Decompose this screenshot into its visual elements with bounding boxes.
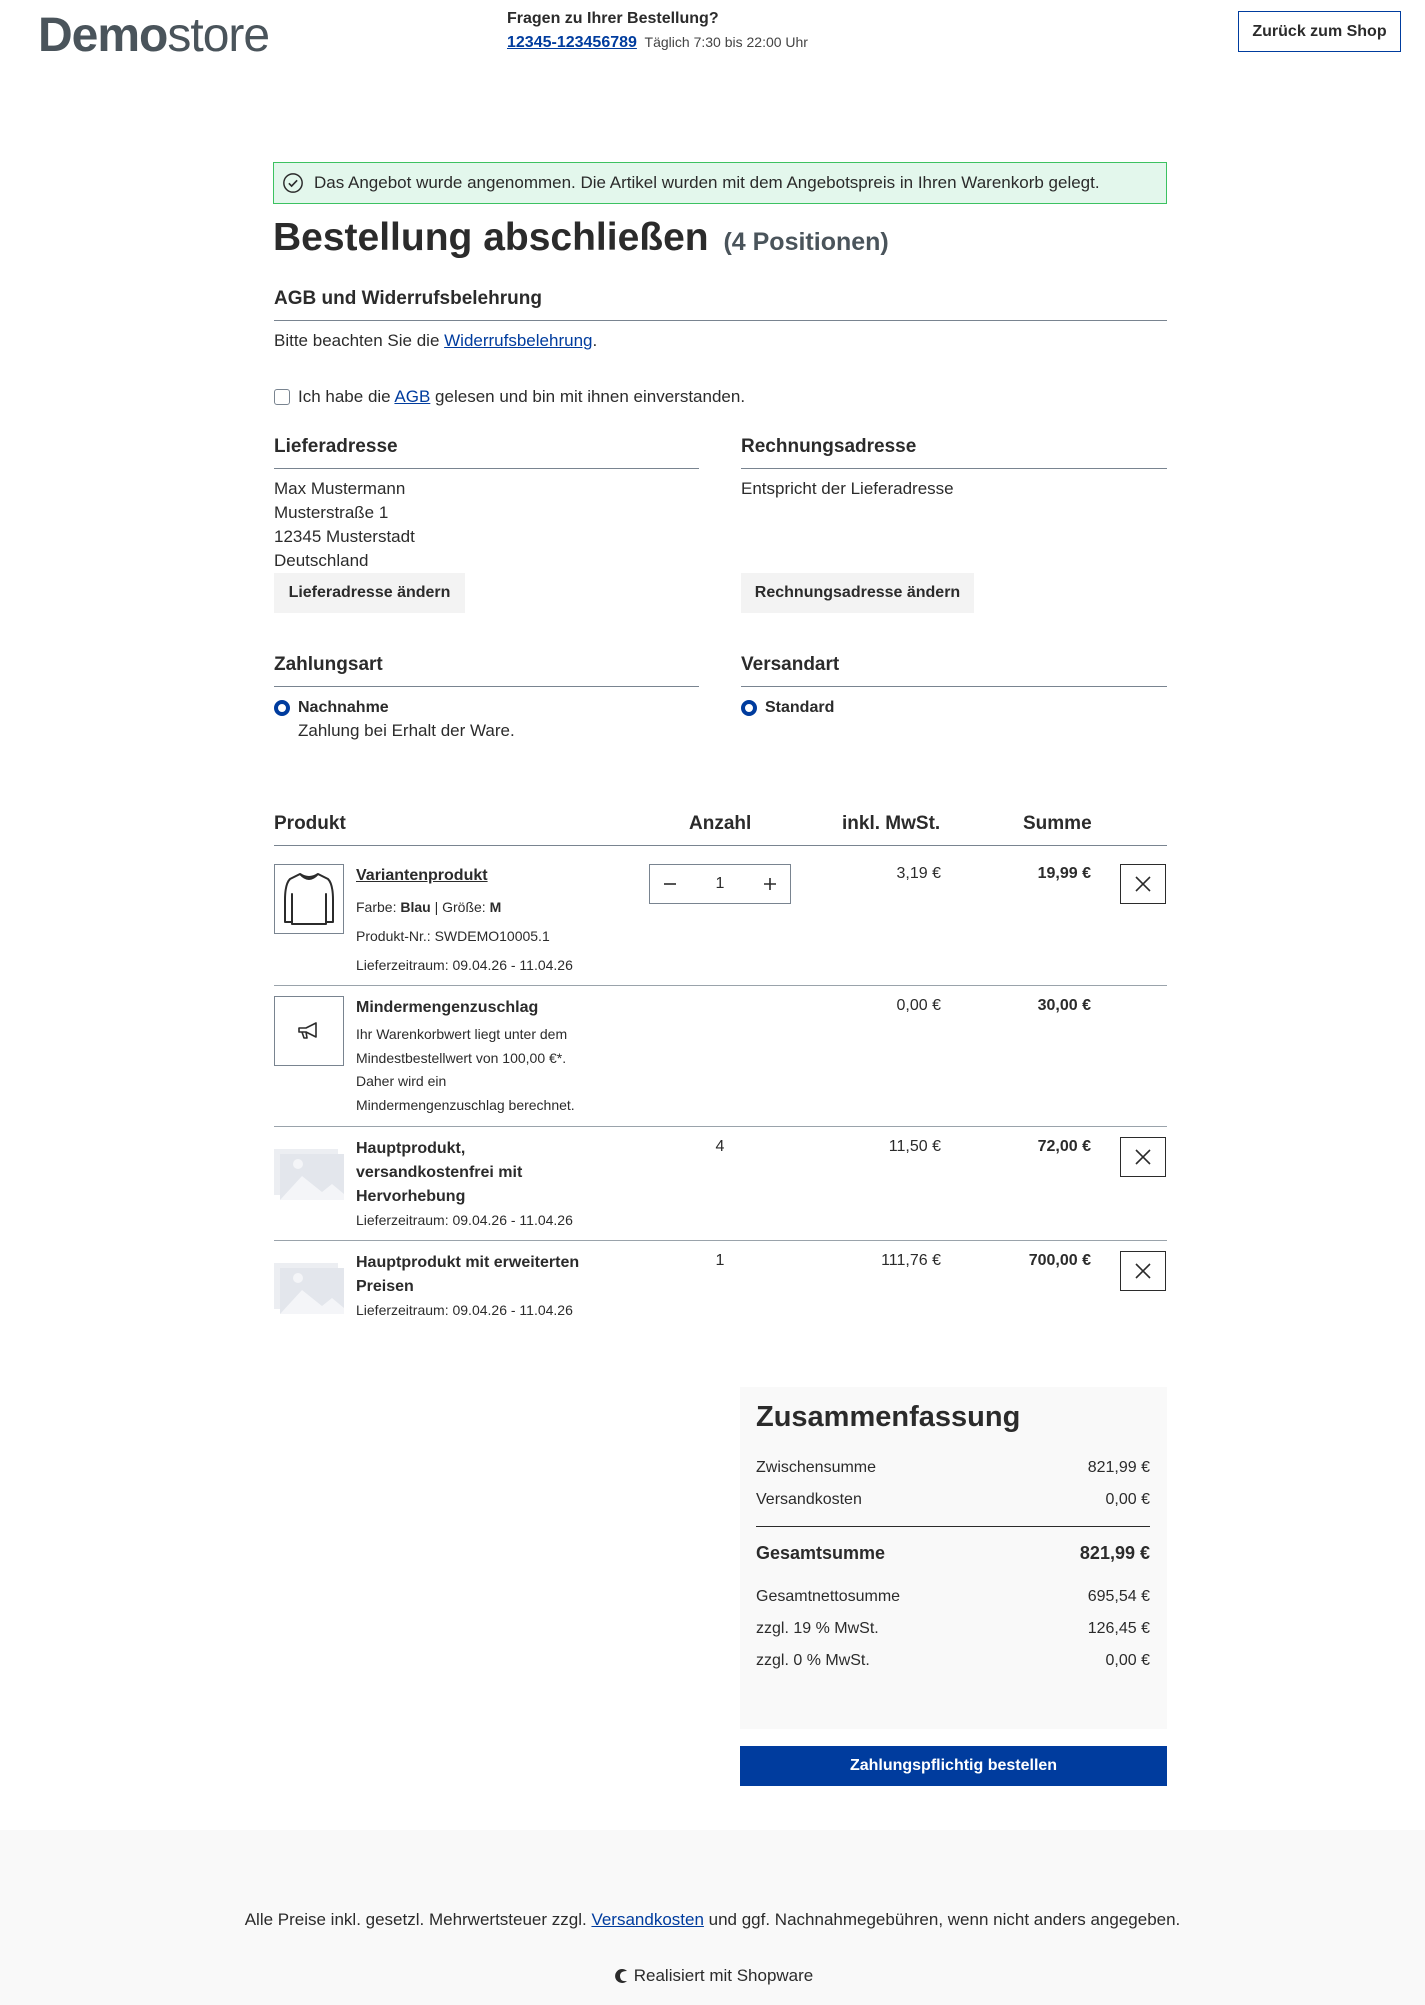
product-thumbnail[interactable] [274, 864, 344, 934]
megaphone-icon [296, 1021, 322, 1041]
service-hours: Täglich 7:30 bis 22:00 Uhr [644, 34, 808, 50]
help-title: Fragen zu Ihrer Bestellung? [507, 10, 719, 27]
net-total-row: Gesamtnettosumme 695,54 € [756, 1588, 1150, 1605]
row-divider [274, 1126, 1167, 1127]
terms-checkbox-label: Ich habe die AGB gelesen und bin mit ihnen einverstanden. [298, 387, 746, 406]
product-thumbnail [274, 996, 344, 1066]
item-tax: 11,50 € [888, 1138, 941, 1155]
phone-link[interactable]: 12345-123456789 [507, 34, 637, 51]
success-alert [273, 162, 1167, 204]
product-variant: Farbe: Blau | Größe: M [356, 899, 502, 915]
surcharge-description: Ihr Warenkorbwert liegt unter dem Mindestbestellwert von 100,00 €*. Daher wird ein Mindermengenzuschlag berechnet. [356, 1026, 575, 1113]
order-summary [740, 1387, 1167, 1729]
product-name: Mindermengenzuschlag [356, 999, 539, 1016]
revocation-notice: Bitte beachten Sie die Widerrufsbelehrung. [274, 331, 598, 350]
product-name-link[interactable]: Variantenprodukt [356, 867, 488, 884]
help-line [507, 34, 808, 52]
item-tax: 3,19 € [896, 865, 941, 882]
item-tax: 111,76 € [881, 1252, 941, 1269]
billing-address-heading: Rechnungsadresse [741, 436, 1167, 469]
shirt-icon [282, 870, 336, 928]
image-placeholder-icon [274, 1260, 344, 1314]
item-tax: 0,00 € [896, 997, 941, 1014]
quantity-stepper[interactable] [649, 864, 791, 904]
shipping-method-heading: Versandart [741, 654, 1167, 687]
remove-item-button[interactable] [1120, 864, 1166, 904]
item-qty: 4 [715, 1138, 725, 1155]
payment-heading: Zahlungsart [274, 654, 699, 687]
back-to-shop-button[interactable]: Zurück zum Shop [1238, 11, 1401, 52]
position-count: (4 Positionen) [723, 228, 889, 256]
store-logo[interactable]: Demostore [38, 9, 270, 62]
remove-item-button[interactable] [1120, 1251, 1166, 1291]
help-info [507, 10, 808, 52]
item-sum: 72,00 € [1037, 1138, 1091, 1155]
close-icon [1135, 1263, 1151, 1279]
billing-address-text: Entspricht der Lieferadresse [741, 479, 954, 498]
vat-19-row: zzgl. 19 % MwSt. 126,45 € [756, 1620, 1150, 1637]
shipping-address: Max Mustermann Musterstraße 1 12345 Musterstadt Deutschland [274, 479, 415, 570]
total-row: Gesamtsumme 821,99 € [756, 1543, 1150, 1563]
shipping-method-label: Standard [765, 699, 835, 716]
summary-divider [756, 1526, 1150, 1527]
shipping-option-standard[interactable] [741, 697, 834, 719]
shipping-address-heading: Lieferadresse [274, 436, 699, 469]
delivery-time: Lieferzeitraum: 09.04.26 - 11.04.26 [356, 1212, 573, 1228]
terms-checkbox-row[interactable] [274, 387, 745, 407]
item-sum: 19,99 € [1037, 865, 1091, 882]
shipping-costs-link[interactable]: Versandkosten [591, 1910, 704, 1929]
payment-option-nachnahme[interactable] [274, 697, 515, 743]
payment-method-label: Nachnahme [298, 699, 389, 716]
minus-icon[interactable] [650, 865, 690, 903]
header [0, 0, 1425, 70]
close-icon [1135, 876, 1151, 892]
plus-icon[interactable] [750, 865, 790, 903]
product-sku: Produkt-Nr.: SWDEMO10005.1 [356, 928, 550, 944]
shopware-logo-icon [612, 1967, 630, 1985]
summary-title: Zusammenfassung [756, 1401, 1021, 1433]
shipping-costs-row: Versandkosten 0,00 € [756, 1491, 1150, 1508]
col-header-qty: Anzahl [689, 813, 752, 834]
subtotal-row: Zwischensumme 821,99 € [756, 1459, 1150, 1476]
image-placeholder-icon [274, 1146, 344, 1200]
remove-item-button[interactable] [1120, 1137, 1166, 1177]
change-shipping-address-button[interactable]: Lieferadresse ändern [274, 573, 465, 613]
delivery-time: Lieferzeitraum: 09.04.26 - 11.04.26 [356, 1302, 573, 1318]
shipping-radio[interactable] [741, 700, 757, 716]
payment-method-description: Zahlung bei Erhalt der Ware. [298, 721, 515, 740]
product-thumbnail[interactable] [274, 1252, 344, 1322]
row-divider [274, 985, 1167, 986]
col-header-tax: inkl. MwSt. [842, 813, 941, 834]
price-notice: Alle Preise inkl. gesetzl. Mehrwertsteuer zzgl. Versandkosten und ggf. Nachnahmegebühren, wenn nicht anders angegeben. [244, 1910, 1181, 1929]
footer [0, 1830, 1425, 2005]
delivery-time: Lieferzeitraum: 09.04.26 - 11.04.26 [356, 957, 573, 973]
vat-0-row: zzgl. 0 % MwSt. 0,00 € [756, 1652, 1150, 1669]
product-thumbnail[interactable] [274, 1138, 344, 1208]
terms-heading: AGB und Widerrufsbelehrung [274, 288, 1167, 321]
change-billing-address-button[interactable]: Rechnungsadresse ändern [741, 573, 974, 613]
page-title: Bestellung abschließen (4 Positionen) [273, 216, 889, 259]
close-icon [1135, 1149, 1151, 1165]
row-divider [274, 1240, 1167, 1241]
col-header-product: Produkt [274, 813, 346, 834]
col-header-sum: Summe [1023, 813, 1092, 834]
check-circle-icon [282, 172, 304, 194]
payment-radio[interactable] [274, 700, 290, 716]
alert-message: Das Angebot wurde angenommen. Die Artikel wurden mit dem Angebotspreis in Ihren Warenkorb gelegt. [314, 173, 1100, 192]
item-sum: 700,00 € [1028, 1252, 1091, 1269]
product-name-link[interactable]: Hauptprodukt mit erweiterten Preisen [356, 1254, 580, 1295]
table-header-divider [274, 845, 1167, 846]
item-qty: 1 [715, 1252, 725, 1269]
agb-link[interactable]: AGB [394, 387, 431, 406]
revocation-link[interactable]: Widerrufsbelehrung [444, 331, 593, 350]
shopware-credit[interactable]: Realisiert mit Shopware [0, 1966, 1425, 1986]
item-sum: 30,00 € [1037, 997, 1091, 1014]
terms-checkbox[interactable] [274, 389, 290, 405]
quantity-value[interactable]: 1 [715, 875, 725, 892]
product-name-link[interactable]: Hauptprodukt, versandkostenfrei mit Hervorhebung [356, 1140, 523, 1205]
place-order-button[interactable]: Zahlungspflichtig bestellen [740, 1746, 1167, 1786]
